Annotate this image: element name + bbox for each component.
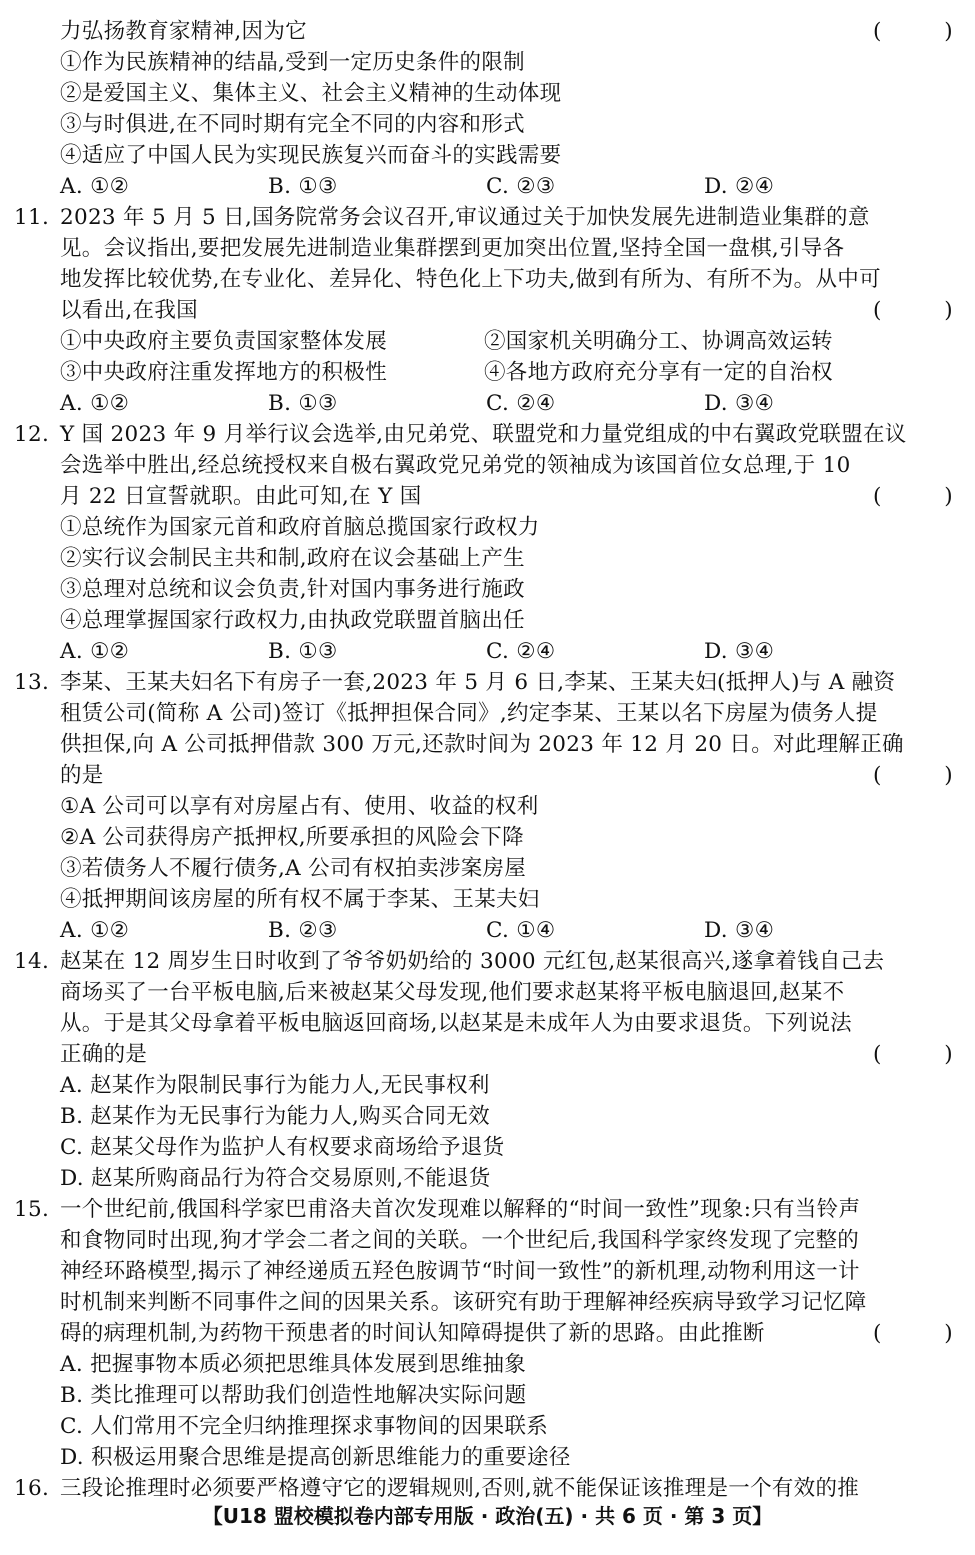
page-footer: 【U18 盟校模拟卷内部专用版 · 政治(五) · 共 6 页 · 第 3 页】: [202, 1504, 773, 1528]
q12-number: 12.: [14, 422, 50, 447]
q15-stem-line: 一个世纪前,俄国科学家巴甫洛夫首次发现难以解释的“时间一致性”现象:只有当铃声: [60, 1197, 861, 1222]
q12-option-a: A. ①②: [60, 639, 130, 664]
q12-item: ①总统作为国家元首和政府首脑总揽国家行政权力: [60, 515, 540, 540]
q10-option-b: B. ①③: [268, 174, 338, 199]
q12-option-c: C. ②④: [486, 639, 556, 664]
q10-item: ①作为民族精神的结晶,受到一定历史条件的限制: [60, 50, 525, 75]
q13-stem-line: 的是: [60, 763, 104, 788]
q10-stem-line: [60, 16, 955, 47]
q14-choice-a: A. 赵某作为限制民事行为能力人,无民事权利: [60, 1073, 490, 1098]
q13-item: ③若债务人不履行债务,A 公司有权拍卖涉案房屋: [60, 856, 527, 881]
bracket-open: (: [873, 298, 882, 323]
q14-choice-c: C. 赵某父母作为监护人有权要求商场给予退货: [60, 1135, 505, 1160]
q11-option-a: A. ①②: [60, 391, 130, 416]
q14-stem-line: 从。于是其父母拿着平板电脑返回商场,以赵某是未成年人为由要求退货。下列说法: [60, 1011, 852, 1036]
q13-number: 13.: [14, 670, 50, 695]
bracket-close: ): [944, 763, 953, 788]
bracket-open: (: [873, 1321, 882, 1346]
q11-stem-line: 地发挥比较优势,在专业化、差异化、特色化上下功夫,做到有所为、有所不为。从中可: [60, 267, 881, 292]
q12-stem-line: 会选举中胜出,经总统授权来自极右翼政党兄弟党的领袖成为该国首位女总理,于 10: [60, 453, 851, 478]
q11-item: ②国家机关明确分工、协调高效运转: [484, 329, 833, 354]
bracket-open: (: [873, 763, 882, 788]
q13-option-a: A. ①②: [60, 918, 130, 943]
q11-stem-line: 见。会议指出,要把发展先进制造业集群摆到更加突出位置,坚持全国一盘棋,引导各: [60, 236, 845, 261]
q10-option-d: D. ②④: [704, 174, 775, 199]
q10-option-a: A. ①②: [60, 174, 130, 199]
q11-option-b: B. ①③: [268, 391, 338, 416]
q13-stem-line: 租赁公司(简称 A 公司)签订《抵押担保合同》,约定李某、王某以名下房屋为债务人提: [60, 701, 878, 726]
q13-option-b: B. ②③: [268, 918, 338, 943]
q12-option-d: D. ③④: [704, 639, 775, 664]
bracket-close: ): [944, 484, 953, 509]
q11-item: ③中央政府注重发挥地方的积极性: [60, 360, 388, 385]
q15-stem-line: 碍的病理机制,为药物干预患者的时间认知障碍提供了新的思路。由此推断: [60, 1321, 765, 1346]
q11-item: ④各地方政府充分享有一定的自治权: [484, 360, 833, 385]
q10-item: ④适应了中国人民为实现民族复兴而奋斗的实践需要: [60, 143, 562, 168]
bracket-close: ): [944, 19, 953, 44]
q16-stem-line: 三段论推理时必须要严格遵守它的逻辑规则,否则,就不能保证该推理是一个有效的推: [60, 1476, 860, 1501]
q12-item: ④总理掌握国家行政权力,由执政党联盟首脑出任: [60, 608, 525, 633]
q12-stem-line: 月 22 日宣誓就职。由此可知,在 Y 国: [60, 484, 422, 509]
q13-option-d: D. ③④: [704, 918, 775, 943]
q10-item: ③与时俱进,在不同时期有完全不同的内容和形式: [60, 112, 525, 137]
q14-stem-line: 正确的是: [60, 1042, 148, 1067]
q15-choice-c: C. 人们常用不完全归纳推理探求事物间的因果联系: [60, 1414, 549, 1439]
q13-item: ②A 公司获得房产抵押权,所要承担的风险会下降: [60, 825, 524, 850]
q15-choice-d: D. 积极运用聚合思维是提高创新思维能力的重要途径: [60, 1445, 571, 1470]
q12-item: ③总理对总统和议会负责,针对国内事务进行施政: [60, 577, 525, 602]
q14-stem-line: 赵某在 12 周岁生日时收到了爷爷奶奶给的 3000 元红包,赵某很高兴,遂拿着钱自己去: [60, 949, 885, 974]
q11-option-d: D. ③④: [704, 391, 775, 416]
stem-text: 力弘扬教育家精神,因为它: [60, 19, 307, 44]
bracket-close: ): [944, 1321, 953, 1346]
q11-stem-line: 以看出,在我国: [60, 298, 198, 323]
answer-bracket: [873, 760, 953, 791]
q13-stem-line: 供担保,向 A 公司抵押借款 300 万元,还款时间为 2023 年 12 月 20 日。对此理解正确: [60, 732, 904, 757]
q15-stem-line: 时机制来判断不同事件之间的因果关系。该研究有助于理解神经疾病导致学习记忆障: [60, 1290, 867, 1315]
answer-bracket: [873, 16, 953, 47]
q13-stem-line: 李某、王某夫妇名下有房子一套,2023 年 5 月 6 日,李某、王某夫妇(抵押人)与 A 融资: [60, 670, 896, 695]
q10-item: ②是爱国主义、集体主义、社会主义精神的生动体现: [60, 81, 562, 106]
q15-number: 15.: [14, 1197, 50, 1222]
q11-item: ①中央政府主要负责国家整体发展: [60, 329, 388, 354]
q15-choice-a: A. 把握事物本质必须把思维具体发展到思维抽象: [60, 1352, 527, 1377]
bracket-open: (: [873, 484, 882, 509]
bracket-open: (: [873, 19, 882, 44]
q10-option-c: C. ②③: [486, 174, 556, 199]
bracket-close: ): [944, 1042, 953, 1067]
answer-bracket: [873, 1039, 953, 1070]
q14-number: 14.: [14, 949, 50, 974]
q12-item: ②实行议会制民主共和制,政府在议会基础上产生: [60, 546, 525, 571]
q14-choice-b: B. 赵某作为无民事行为能力人,购买合同无效: [60, 1104, 490, 1129]
q16-number: 16.: [14, 1476, 50, 1501]
q13-item: ④抵押期间该房屋的所有权不属于李某、王某夫妇: [60, 887, 540, 912]
q14-stem-line: 商场买了一台平板电脑,后来被赵某父母发现,他们要求赵某将平板电脑退回,赵某不: [60, 980, 845, 1005]
q14-choice-d: D. 赵某所购商品行为符合交易原则,不能退货: [60, 1166, 491, 1191]
q11-stem-line: 2023 年 5 月 5 日,国务院常务会议召开,审议通过关于加快发展先进制造业集群的意: [60, 205, 870, 230]
q15-stem-line: 和食物同时出现,狗才学会二者之间的关联。一个世纪后,我国科学家终发现了完整的: [60, 1228, 860, 1253]
answer-bracket: [873, 481, 953, 512]
q11-option-c: C. ②④: [486, 391, 556, 416]
q13-option-c: C. ①④: [486, 918, 556, 943]
q12-option-b: B. ①③: [268, 639, 338, 664]
q13-item: ①A 公司可以享有对房屋占有、使用、收益的权利: [60, 794, 539, 819]
answer-bracket: [873, 1318, 953, 1349]
q15-choice-b: B. 类比推理可以帮助我们创造性地解决实际问题: [60, 1383, 527, 1408]
q11-number: 11.: [14, 205, 50, 230]
q15-stem-line: 神经环路模型,揭示了神经递质五羟色胺调节“时间一致性”的新机理,动物利用这一计: [60, 1259, 860, 1284]
bracket-close: ): [944, 298, 953, 323]
bracket-open: (: [873, 1042, 882, 1067]
q12-stem-line: Y 国 2023 年 9 月举行议会选举,由兄弟党、联盟党和力量党组成的中右翼政党联盟在议: [60, 422, 907, 447]
answer-bracket: [873, 295, 953, 326]
